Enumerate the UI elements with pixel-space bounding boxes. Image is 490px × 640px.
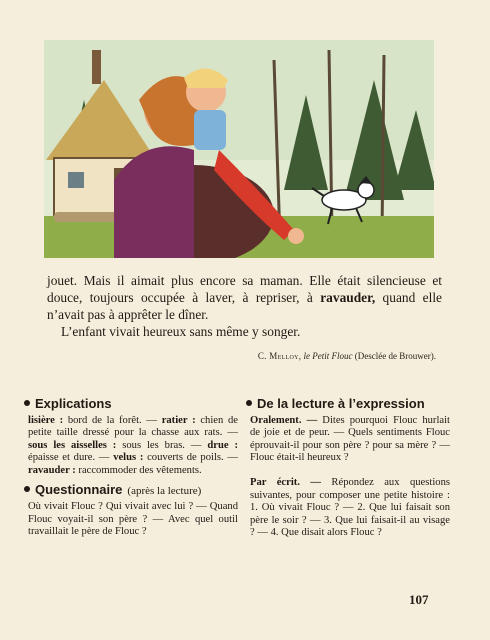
explications-text: lisière : bord de la forêt. — ratier : chien de petite taille dressé pour la chasse aux rats. — sous les aisselles : sous les bras. — drue : épaisse et dure. — velus : couverts de poils. — ravauder : raccommoder des vêtements. — [28, 414, 238, 476]
left-column — [28, 398, 238, 539]
story-closing-line: L’enfant vivait heureux sans même y songer. — [61, 324, 301, 339]
explications-heading: Explications — [24, 398, 238, 411]
bullet-icon — [24, 400, 30, 406]
questionnaire-heading: Questionnaire (après la lecture) — [24, 484, 238, 498]
credit-title: le Petit Flouc — [303, 351, 353, 361]
expression-heading: De la lecture à l’expression — [246, 398, 450, 411]
bullet-icon — [246, 400, 252, 406]
questionnaire-text: Où vivait Flouc ? Qui vivait avec lui ? — Quand Flouc voyait-il son père ? — Avec quel outil travaillait le père de Flouc ? — [28, 501, 238, 538]
credit-author: C. Melloy, — [257, 351, 302, 361]
source-credit — [258, 351, 436, 361]
bullet-icon — [24, 486, 30, 492]
story-text — [47, 272, 442, 340]
oral-exercise: Oralement. — Dites pourquoi Flouc hurlait de joie et de peur. — Quels sentiments Flouc éprouvait-il pour son père ? pour sa mère ? — Flouc était-il heureux ? — [250, 414, 450, 464]
page-number: 107 — [409, 592, 429, 607]
credit-publisher: (Desclée de Brouwer). — [354, 351, 436, 361]
story-bold-word: ravauder, — [320, 290, 376, 305]
right-column — [250, 398, 450, 540]
story-illustration — [44, 40, 434, 258]
written-exercise: Par écrit. — Répondez aux questions suivantes, pour composer une petite histoire : 1. Où vivait Flouc ? — 2. Que lui faisait son père le soir ? — 3. Que lui faisait-il au visage ? — 4. Que disait alors Flouc ? — [250, 476, 450, 539]
story-paragraph: jouet. Mais il aimait plus encore sa maman. Elle était silencieuse et douce, toujours occupée à laver, à repriser, à ravauder, quand elle n’avait pas à apprêter le dîner. — [47, 273, 442, 322]
